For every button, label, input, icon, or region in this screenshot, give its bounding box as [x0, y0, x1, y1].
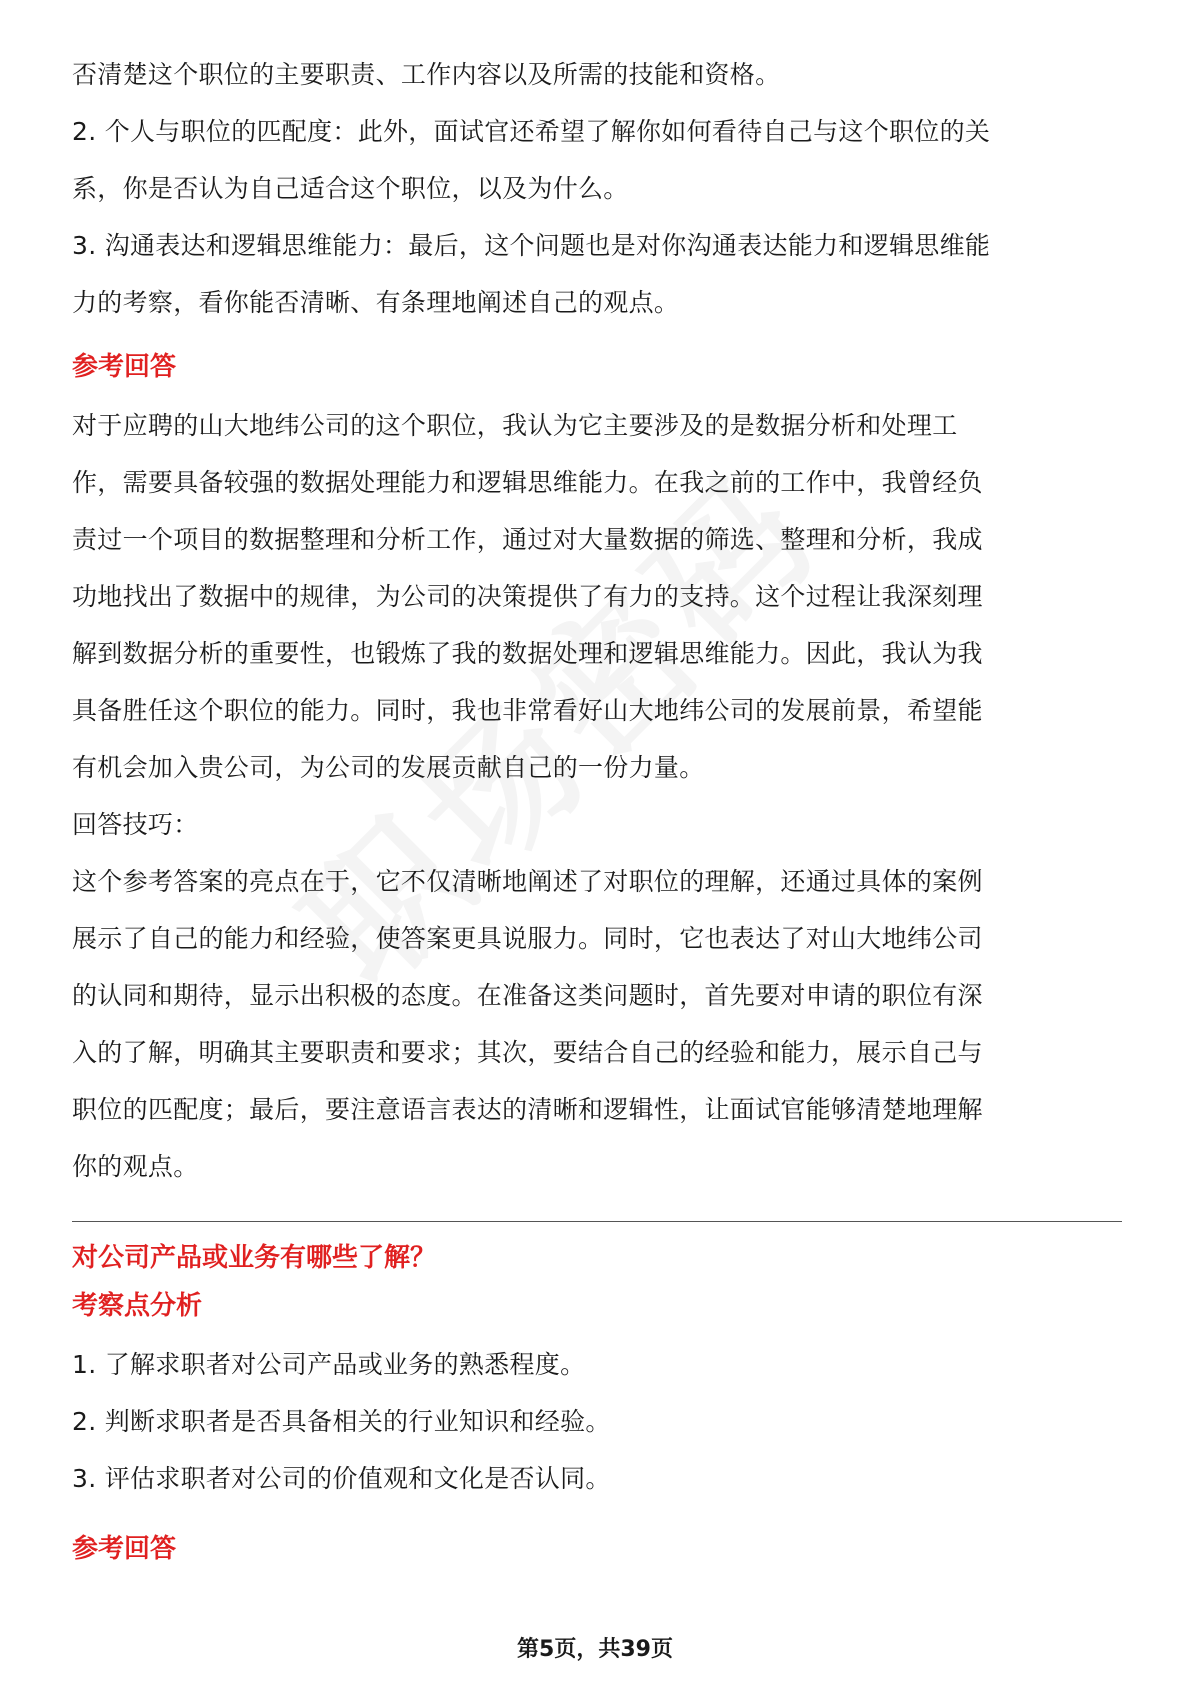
- text-line: 作，需要具备较强的数据处理能力和逻辑思维能力。在我之前的工作中，我曾经负: [72, 468, 983, 497]
- text-line: 力的考察，看你能否清晰、有条理地阐述自己的观点。: [72, 288, 680, 317]
- text-line: 3. 沟通表达和逻辑思维能力：最后，这个问题也是对你沟通表达能力和逻辑思维能: [72, 231, 991, 260]
- page-footer: 第5页，共39页: [517, 1637, 673, 1662]
- section-divider: [72, 1221, 1122, 1222]
- reference-answer-heading: 参考回答: [72, 352, 177, 382]
- section1-lines: [72, 46, 1122, 331]
- text-line: 职位的匹配度；最后，要注意语言表达的清晰和逻辑性，让面试官能够清楚地理解: [72, 1095, 983, 1124]
- text-line: 入的了解，明确其主要职责和要求；其次，要结合自己的经验和能力，展示自己与: [72, 1038, 983, 1067]
- question-heading: 对公司产品或业务有哪些了解？: [72, 1243, 437, 1273]
- analysis-list: [72, 1336, 1122, 1507]
- list-item: 3. 评估求职者对公司的价值观和文化是否认同。: [72, 1464, 611, 1493]
- text-line: 否清楚这个职位的主要职责、工作内容以及所需的技能和资格。: [72, 60, 781, 89]
- text-line: 解到数据分析的重要性，也锻炼了我的数据处理和逻辑思维能力。因此，我认为我: [72, 639, 983, 668]
- text-line: 具备胜任这个职位的能力。同时，我也非常看好山大地纬公司的发展前景，希望能: [72, 696, 983, 725]
- reference-answer-body: [72, 397, 1122, 796]
- reference-answer-heading-2: 参考回答: [72, 1534, 177, 1564]
- list-item: 2. 判断求职者是否具备相关的行业知识和经验。: [72, 1407, 611, 1436]
- text-line: 展示了自己的能力和经验，使答案更具说服力。同时，它也表达了对山大地纬公司: [72, 924, 983, 953]
- text-line: 对于应聘的山大地纬公司的这个职位，我认为它主要涉及的是数据分析和处理工: [72, 411, 958, 440]
- document-page: [72, 46, 1122, 1569]
- text-line: 责过一个项目的数据整理和分析工作，通过对大量数据的筛选、整理和分析，我成: [72, 525, 983, 554]
- list-item: 1. 了解求职者对公司产品或业务的熟悉程度。: [72, 1350, 586, 1379]
- text-line: 系，你是否认为自己适合这个职位，以及为什么。: [72, 174, 629, 203]
- text-line: 功地找出了数据中的规律，为公司的决策提供了有力的支持。这个过程让我深刻理: [72, 582, 983, 611]
- text-line: 这个参考答案的亮点在于，它不仅清晰地阐述了对职位的理解，还通过具体的案例: [72, 867, 983, 896]
- answer-tips-label: 回答技巧：: [72, 810, 199, 839]
- text-line: 你的观点。: [72, 1152, 199, 1181]
- text-line: 有机会加入贵公司，为公司的发展贡献自己的一份力量。: [72, 753, 705, 782]
- text-line: 2. 个人与职位的匹配度：此外，面试官还希望了解你如何看待自己与这个职位的关: [72, 117, 991, 146]
- text-line: 的认同和期待，显示出积极的态度。在准备这类问题时，首先要对申请的职位有深: [72, 981, 983, 1010]
- answer-tips-body: [72, 853, 1122, 1195]
- analysis-heading: 考察点分析: [72, 1291, 203, 1321]
